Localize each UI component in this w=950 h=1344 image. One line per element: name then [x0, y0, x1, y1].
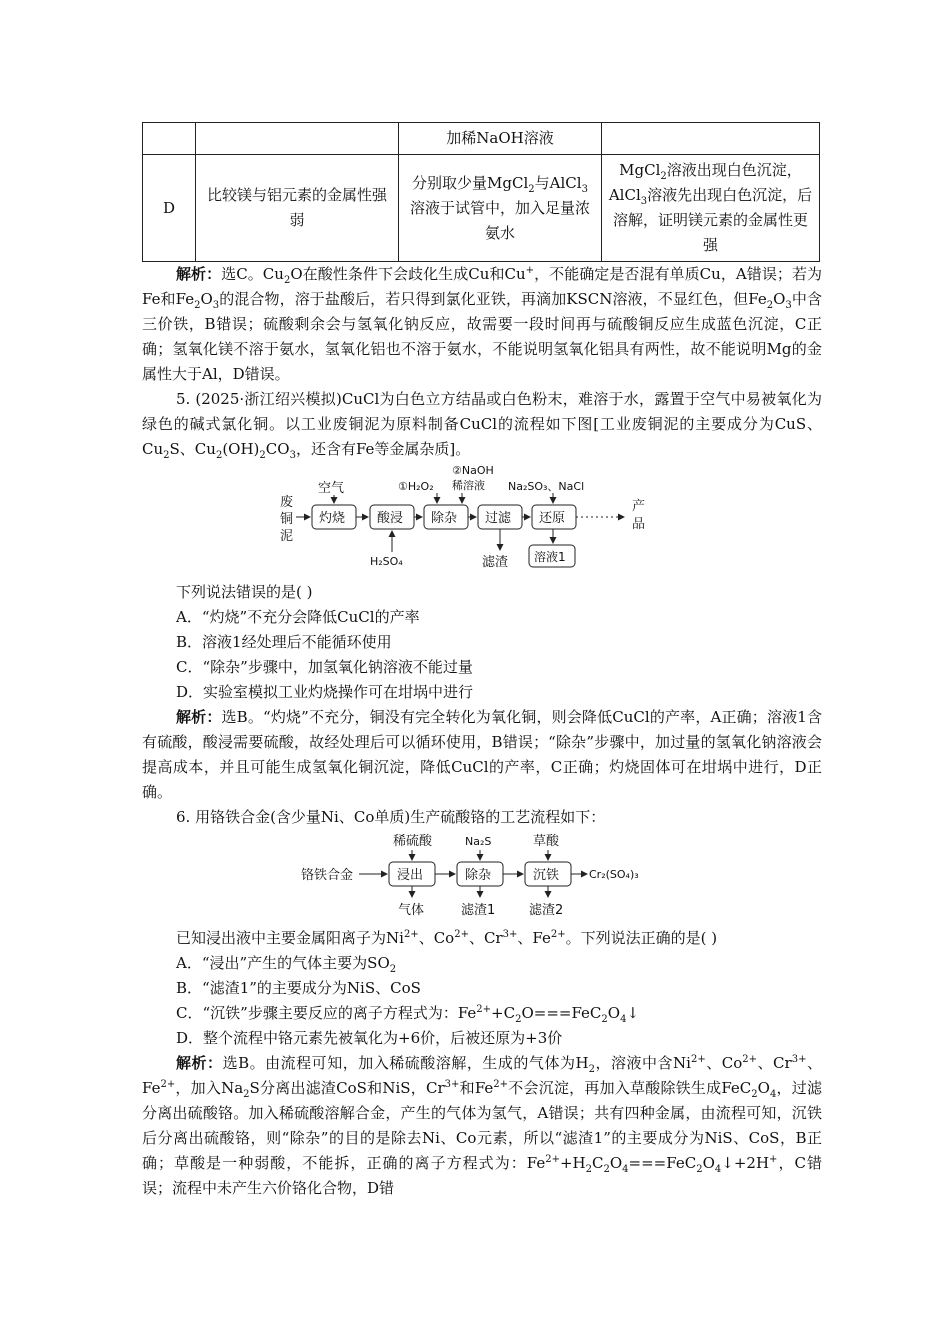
flow6-bottom: 滤渣2: [529, 903, 564, 918]
flow6-box-label: 沉铁: [533, 868, 560, 883]
option-c: C．“沉铁”步骤主要反应的离子方程式为：$Fe^{2+}+C_2O===FeC_2O_4↓$: [176, 1004, 640, 1025]
question-5-stem: 5. (2025·浙江绍兴模拟)CuCl为白色立方结晶或白色粉末，难溶于水，露置于空气中易被氧化为绿色的碱式氯化铜。以工业废铜泥为原料制备CuCl的流程如下图[工业废铜泥的主要成分为CuS、$Cu_2S$、$Cu_2(OH)_2CO_3$，还含有Fe等金属杂质]。: [142, 390, 822, 461]
flow-h2so4: H₂SO₄: [370, 555, 403, 568]
option-d: D．实验室模拟工业灼烧操作可在坩埚中进行: [176, 683, 474, 701]
chromium-sulfate-flowchart: [297, 830, 667, 926]
question-6-stem: 6. 用铬铁合金(含少量Ni、Co单质)生产硫酸铬的工艺流程如下：: [176, 808, 606, 826]
experiment-table: [142, 122, 820, 262]
flow6-box-label: 浸出: [397, 868, 424, 883]
flow-air: 空气: [318, 481, 345, 496]
flow6-product: Cr₂(SO₄)₃: [589, 868, 639, 881]
flow-naoh-1: ②NaOH: [452, 464, 494, 477]
table-row: [143, 123, 820, 155]
flow-residue: 滤渣: [482, 555, 509, 570]
flow6-top: 稀硫酸: [393, 834, 433, 849]
flow-solution: 溶液1: [534, 550, 566, 564]
flow6-bottom: 滤渣1: [461, 903, 496, 918]
flow-product-2: 品: [632, 517, 646, 532]
table-cell: 比较镁与铝元素的金属性强弱: [196, 155, 399, 262]
option-a: A．“灼烧”不充分会降低CuCl的产率: [176, 608, 420, 626]
flow-box-label: 灼烧: [319, 511, 346, 526]
flow-box-label: 除杂: [431, 511, 458, 526]
flow6-start: 铬铁合金: [301, 868, 354, 883]
flow6-top: Na₂S: [465, 835, 492, 848]
option-b: B．溶液1经处理后不能循环使用: [176, 633, 392, 651]
table-cell: MgCl$_2$溶液出现白色沉淀，AlCl$_3$溶液先出现白色沉淀，后溶解，证明镁元素的金属性更强: [602, 155, 820, 262]
flow6-top: 草酸: [533, 834, 560, 849]
flow-raw-1: 废: [280, 495, 294, 510]
table-cell: [196, 123, 399, 155]
flow6-bottom: 气体: [398, 903, 425, 918]
table-cell: 加稀NaOH溶液: [399, 123, 602, 155]
flow-raw-3: 泥: [280, 529, 294, 544]
flow-product-1: 产: [632, 499, 646, 514]
table-cell: [143, 123, 196, 155]
option-b: B．“滤渣1”的主要成分为NiS、CoS: [176, 979, 421, 997]
analysis-paragraph: 解析：选B。“灼烧”不充分，铜没有完全转化为氧化铜，则会降低CuCl的产率，A正确；溶液1含有硫酸，酸浸需要硫酸，故经处理后可以循环使用，B错误；“除杂”步骤中，加过量的氢氧化钠溶液会提高成本，并且可能生成氢氧化铜沉淀，降低CuCl的产率，C正确；灼烧固体可在坩埚中进行，D正确。: [142, 708, 822, 801]
flow-naoh-2: 稀溶液: [452, 479, 485, 492]
table-cell: [602, 123, 820, 155]
flow-na2so3: Na₂SO₃、NaCl: [508, 480, 585, 493]
option-a: A．“浸出”产生的气体主要为$SO_2$: [176, 954, 397, 975]
analysis-paragraph: 解析：选C。$Cu_2O$在酸性条件下会歧化生成Cu和Cu+，不能确定是否混有单质Cu，A错误；若为Fe和$Fe_2O_3$的混合物，溶于盐酸后，若只得到氯化亚铁，再滴加KSCN溶液，不显红色，但$Fe_2O_3$中含三价铁，B错误；硫酸剩余会与氢氧化钠反应，故需要一段时间再与硫酸铜反应生成蓝色沉淀，C正确；氢氧化镁不溶于氨水，氢氧化铝也不溶于氨水，不能说明氢氧化铝具有两性，故不能说明Mg的金属性大于Al，D错误。: [142, 265, 822, 383]
option-c: C．“除杂”步骤中，加氢氧化钠溶液不能过量: [176, 658, 473, 676]
table-cell: D: [143, 155, 196, 262]
question-6-ask: 已知浸出液中主要金属阳离子为$Ni^{2+}$、$Co^{2+}$、$Cr^{3+}$、$Fe^{2+}$。下列说法正确的是( ): [176, 929, 718, 947]
question-5-ask: 下列说法错误的是( ): [176, 583, 313, 601]
flow6-box-label: 除杂: [465, 868, 492, 883]
flow-box-label: 过滤: [485, 511, 512, 526]
table-row: [143, 155, 820, 262]
flow-box-label: 还原: [539, 511, 566, 526]
table-cell: 分别取少量MgCl$_2$与AlCl$_3$溶液于试管中，加入足量浓氨水: [399, 155, 602, 262]
option-d: D．整个流程中铬元素先被氧化为+6价，后被还原为+3价: [176, 1029, 563, 1047]
flow-box-label: 酸浸: [377, 511, 404, 526]
analysis-paragraph: 解析：选B。由流程可知，加入稀硫酸溶解，生成的气体为$H_2$，溶液中含$Ni^{2+}$、$Co^{2+}$、$Cr^{3+}$、$Fe^{2+}$，加入$Na_2S$分离出滤渣CoS和NiS，$Cr^{3+}$和$Fe^{2+}$不会沉淀，再加入草酸除铁生成$FeC_2O_4$，过滤分离出硫酸铬。加入稀硫酸溶解合金，产生的气体为氢气，A错误；共有四种金属，由流程可知，沉铁后分离出硫酸铬，则“除杂”的目的是除去Ni、Co元素，所以“滤渣1”的主要成分为NiS、CoS，B正确；草酸是一种弱酸，不能拆，正确的离子方程式为：$Fe^{2+}+H_2C_2O_4===FeC_2O_4↓+2H^+$，C错误；流程中未产生六价铬化合物，D错: [142, 1054, 822, 1197]
cucl-process-flowchart: [272, 462, 692, 580]
flow-raw-2: 铜: [280, 512, 294, 527]
flow-h2o2: ①H₂O₂: [398, 480, 434, 493]
page: [142, 122, 822, 1201]
